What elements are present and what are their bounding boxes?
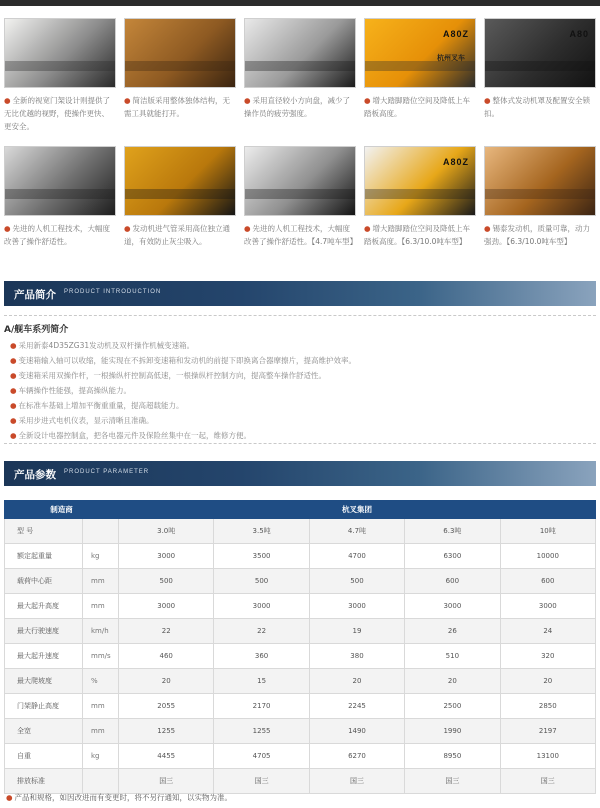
table-cell: 22: [214, 619, 309, 644]
table-cell: 4.7吨: [309, 519, 404, 544]
feature-card: [244, 18, 356, 120]
feature-caption: [124, 222, 236, 248]
footnote: [6, 792, 232, 803]
feature-caption-text: 增大踏脚踏位空间及降低上车踏板高度。: [364, 96, 471, 118]
table-cell: 4700: [309, 544, 404, 569]
footnote-text: 产品和规格，如因改进而有变更时，将不另行通知，以实物为准。: [14, 793, 233, 802]
feature-card: [4, 18, 116, 133]
table-cell: 320: [500, 644, 595, 669]
bullet-dot-icon: ●: [10, 416, 17, 425]
diesel-engine-photo-icon: [484, 146, 596, 216]
model-badge-text: A80Z: [442, 157, 469, 167]
intro-bullet-text: 变速箱采用双操作杆，一根操纵杆控制高低速，一根操纵杆控制方向，提高整车操作舒适性。: [18, 371, 327, 380]
feature-caption-text: 增大踏脚踏位空间及降低上车踏板高度。【6.3/10.0吨车型】: [364, 224, 471, 246]
table-cell: 24: [500, 619, 595, 644]
row-label: 型 号: [5, 519, 83, 544]
row-label: 排放标准: [5, 769, 83, 794]
table-row: [5, 694, 596, 719]
intro-bullet: [10, 413, 590, 428]
feature-caption-text: 先进的人机工程技术，大幅度改善了操作舒适性。【4.7吨车型】: [244, 224, 358, 246]
table-cell: 10000: [500, 544, 595, 569]
table-cell: 国三: [500, 769, 595, 794]
feature-card: [124, 18, 236, 120]
feature-caption: [484, 222, 596, 248]
brand-header: 杭叉集团: [119, 501, 596, 519]
feature-caption: [364, 222, 476, 248]
table-cell: 国三: [119, 769, 214, 794]
top-border: [0, 0, 600, 6]
feature-card: [364, 18, 476, 120]
table-cell: 3000: [309, 594, 404, 619]
step-board-photo-icon: [364, 146, 476, 216]
feature-card: [484, 18, 596, 120]
bullet-dot-icon: ●: [4, 96, 11, 105]
product-intro-title: 产品简介: [14, 289, 56, 301]
row-unit: mm: [83, 569, 119, 594]
intro-bullet-text: 全新设计电器控制盒，把各电器元件及保险丝集中在一起，维修方便。: [18, 431, 252, 440]
row-unit: mm/s: [83, 644, 119, 669]
table-cell: 4455: [119, 744, 214, 769]
table-cell: 20: [119, 669, 214, 694]
bullet-dot-icon: ●: [244, 96, 251, 105]
table-cell: 2500: [405, 694, 500, 719]
row-unit: kg: [83, 744, 119, 769]
table-cell: 2245: [309, 694, 404, 719]
feature-caption-text: 锡泰发动机，质量可靠，动力强劲。【6.3/10.0吨车型】: [484, 224, 591, 246]
intro-bullet-text: 在标准车基础上增加平衡重重量，提高超载能力。: [18, 401, 184, 410]
table-row: [5, 719, 596, 744]
row-label: 额定起重量: [5, 544, 83, 569]
table-cell: 22: [119, 619, 214, 644]
divider: [4, 315, 596, 316]
intro-bullet: [10, 338, 590, 353]
table-row: [5, 519, 596, 544]
table-cell: 600: [500, 569, 595, 594]
bullet-dot-icon: ●: [10, 341, 17, 350]
table-cell: 3000: [119, 594, 214, 619]
table-cell: 380: [309, 644, 404, 669]
row-label: 最大起升速度: [5, 644, 83, 669]
bullet-dot-icon: ●: [10, 371, 17, 380]
series-subtitle: A/舰车系列简介: [4, 325, 69, 335]
feature-card: [364, 146, 476, 248]
row-label: 最大行驶速度: [5, 619, 83, 644]
table-row: [5, 744, 596, 769]
feature-caption-text: 先进的人机工程技术，大幅度改善了操作舒适性。: [4, 224, 111, 246]
table-cell: 3000: [500, 594, 595, 619]
bullet-dot-icon: ●: [4, 224, 11, 233]
table-cell: 3000: [119, 544, 214, 569]
feature-caption: [364, 94, 476, 120]
table-cell: 1255: [214, 719, 309, 744]
air-intake-photo-icon: [124, 146, 236, 216]
table-cell: 15: [214, 669, 309, 694]
table-cell: 3.0吨: [119, 519, 214, 544]
feature-caption: [484, 94, 596, 120]
bullet-dot-icon: ●: [10, 401, 17, 410]
row-label: 最大起升高度: [5, 594, 83, 619]
model-badge-text: A80: [569, 29, 589, 39]
table-cell: 2197: [500, 719, 595, 744]
table-cell: 26: [405, 619, 500, 644]
table-row: [5, 644, 596, 669]
product-params-header: [4, 461, 596, 486]
mast-photo-icon: [4, 18, 116, 88]
table-cell: 460: [119, 644, 214, 669]
brand-badge-text: 杭州叉车: [437, 54, 465, 62]
bullet-dot-icon: ●: [10, 356, 17, 365]
feature-card: [484, 146, 596, 248]
intro-bullet: [10, 368, 590, 383]
row-label: 门架静止高度: [5, 694, 83, 719]
table-cell: 4705: [214, 744, 309, 769]
row-unit: mm: [83, 719, 119, 744]
row-unit: [83, 519, 119, 544]
feature-caption-text: 简洁版采用整体独体结构，无需工具就能打开。: [124, 96, 231, 118]
table-cell: 国三: [309, 769, 404, 794]
row-label: 载荷中心距: [5, 569, 83, 594]
bullet-dot-icon: ●: [124, 96, 131, 105]
model-badge-text: A80Z: [442, 29, 469, 39]
row-unit: km/h: [83, 619, 119, 644]
table-cell: 8950: [405, 744, 500, 769]
bullet-dot-icon: ●: [10, 431, 17, 440]
table-cell: 3000: [405, 594, 500, 619]
intro-bullet-text: 采用新泰4D35ZG31发动机及双杆操作机械变速箱。: [18, 341, 195, 350]
bullet-dot-icon: ●: [484, 96, 491, 105]
table-cell: 国三: [214, 769, 309, 794]
table-cell: 20: [500, 669, 595, 694]
table-cell: 500: [309, 569, 404, 594]
row-unit: mm: [83, 594, 119, 619]
intro-bullet-text: 变速箱输入轴可以收缩，能实现在不拆卸变速箱和发动机的前提下即换离合器摩擦片，提高维护效率。: [18, 356, 357, 365]
table-cell: 6.3吨: [405, 519, 500, 544]
table-cell: 510: [405, 644, 500, 669]
table-cell: 1990: [405, 719, 500, 744]
row-unit: %: [83, 669, 119, 694]
table-cell: 2055: [119, 694, 214, 719]
engine-hood-photo-icon: [484, 18, 596, 88]
table-cell: 20: [405, 669, 500, 694]
table-cell: 1490: [309, 719, 404, 744]
table-row: [5, 619, 596, 644]
bullet-dot-icon: ●: [6, 793, 13, 802]
feature-caption: [4, 94, 116, 133]
feature-caption-text: 采用直径较小方向盘，减少了操作员的疲劳强度。: [244, 96, 351, 118]
body-panel-photo-icon: [124, 18, 236, 88]
steering-wheel-photo-icon: [244, 18, 356, 88]
table-cell: 3000: [214, 594, 309, 619]
bullet-dot-icon: ●: [364, 96, 371, 105]
table-cell: 19: [309, 619, 404, 644]
feature-caption-text: 全新的视宽门架设计则提供了无比优越的视野，使操作更快、更安全。: [4, 96, 111, 131]
intro-bullet-text: 车辆操作性能强，提高操纵能力。: [18, 386, 132, 395]
product-params-title: 产品参数: [14, 469, 56, 481]
table-row: [5, 669, 596, 694]
table-cell: 6270: [309, 744, 404, 769]
table-cell: 500: [119, 569, 214, 594]
table-row: [5, 769, 596, 794]
spec-table-header: [5, 501, 596, 519]
table-cell: 国三: [405, 769, 500, 794]
bullet-dot-icon: ●: [484, 224, 491, 233]
table-cell: 3.5吨: [214, 519, 309, 544]
intro-bullet: [10, 383, 590, 398]
intro-bullet: [10, 398, 590, 413]
row-label: 自重: [5, 744, 83, 769]
divider: [4, 443, 596, 444]
table-cell: 20: [309, 669, 404, 694]
intro-bullet-list: [10, 338, 590, 443]
feature-caption: [4, 222, 116, 248]
feature-caption: [124, 94, 236, 120]
table-row: [5, 544, 596, 569]
table-row: [5, 594, 596, 619]
table-cell: 1255: [119, 719, 214, 744]
spec-table: [4, 500, 596, 794]
table-cell: 3500: [214, 544, 309, 569]
feature-card: [244, 146, 356, 248]
feature-card: [4, 146, 116, 248]
feature-caption-text: 整体式发动机罩及配置安全锁扣。: [484, 96, 591, 118]
seat-photo-icon: [244, 146, 356, 216]
feature-caption: [244, 94, 356, 120]
table-cell: 600: [405, 569, 500, 594]
product-params-title-en: PRODUCT PARAMETER: [64, 469, 150, 475]
intro-bullet: [10, 428, 590, 443]
table-row: [5, 569, 596, 594]
table-cell: 10吨: [500, 519, 595, 544]
table-cell: 360: [214, 644, 309, 669]
table-cell: 500: [214, 569, 309, 594]
bullet-dot-icon: ●: [124, 224, 131, 233]
bullet-dot-icon: ●: [364, 224, 371, 233]
row-unit: kg: [83, 544, 119, 569]
bullet-dot-icon: ●: [244, 224, 251, 233]
row-unit: mm: [83, 694, 119, 719]
operator-cab-photo-icon: [4, 146, 116, 216]
product-intro-header: [4, 281, 596, 306]
table-cell: 6300: [405, 544, 500, 569]
intro-bullet: [10, 353, 590, 368]
feature-card: [124, 146, 236, 248]
intro-bullet-text: 采用步进式电机仪表，显示清晰且准确。: [18, 416, 154, 425]
bullet-dot-icon: ●: [10, 386, 17, 395]
table-cell: 13100: [500, 744, 595, 769]
product-intro-title-en: PRODUCT INTRODUCTION: [64, 289, 162, 295]
feature-caption-text: 发动机进气管采用高位独立通道，有效防止灰尘吸入。: [124, 224, 231, 246]
table-cell: 2170: [214, 694, 309, 719]
manufacturer-header: 制造商: [5, 501, 119, 519]
table-cell: 2850: [500, 694, 595, 719]
feature-caption: [244, 222, 356, 248]
row-label: 全宽: [5, 719, 83, 744]
footstep-photo-icon: [364, 18, 476, 88]
row-label: 最大爬坡度: [5, 669, 83, 694]
row-unit: [83, 769, 119, 794]
